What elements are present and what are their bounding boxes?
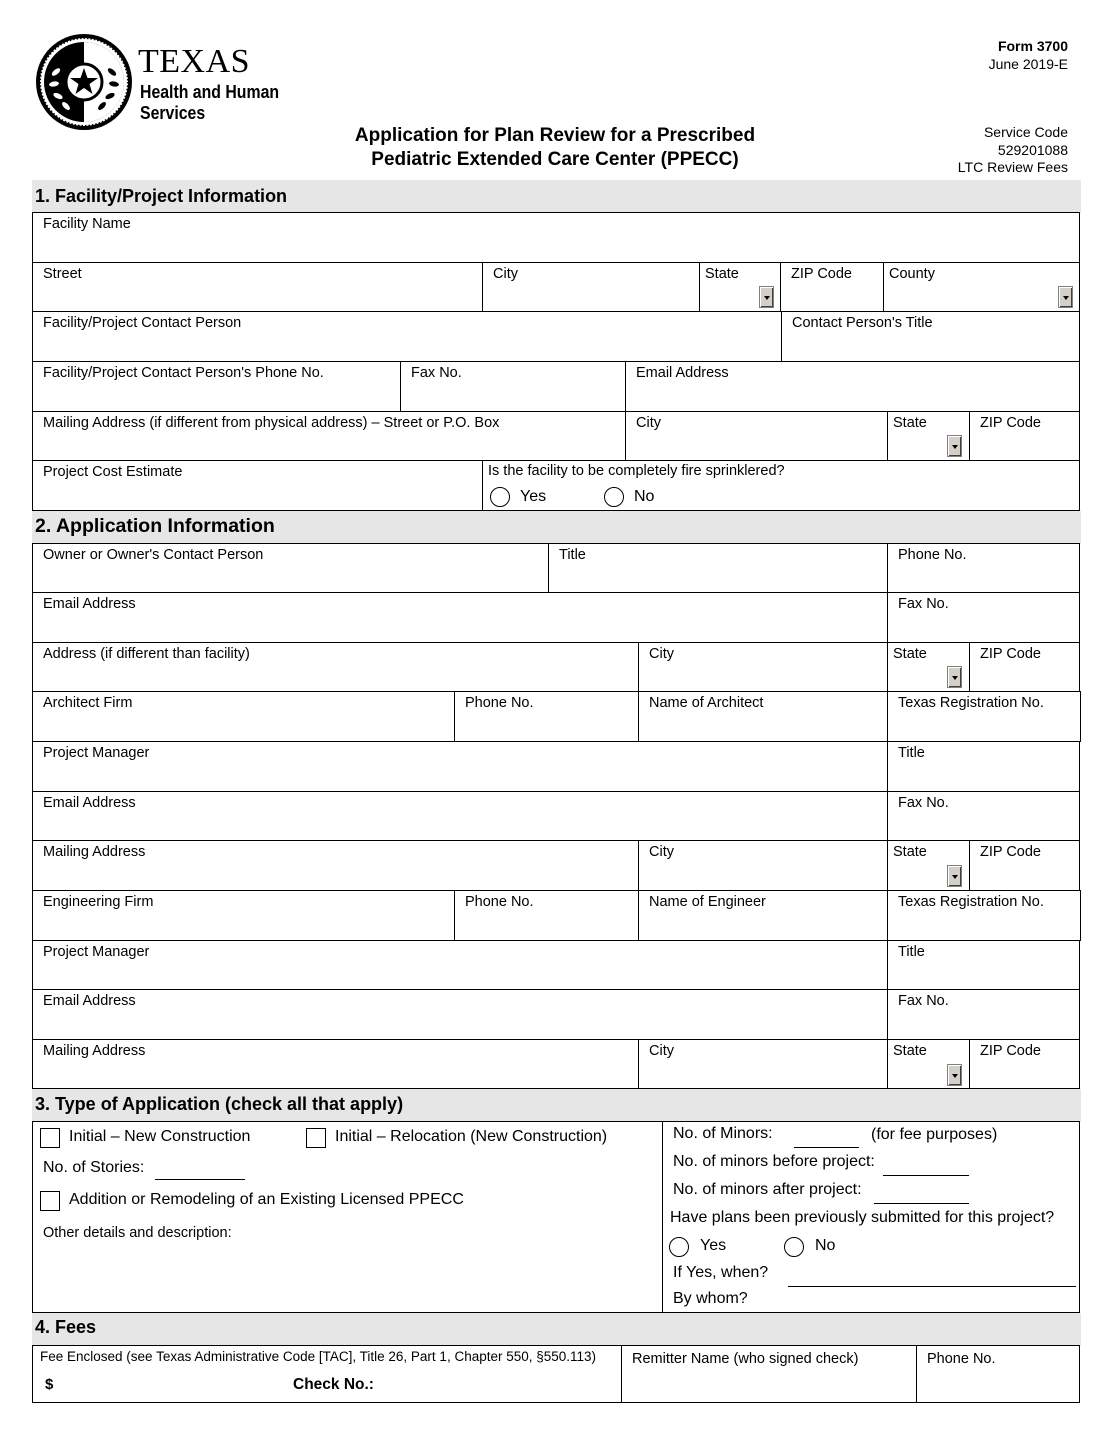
owner-zip-field[interactable] bbox=[969, 642, 1080, 692]
addition-remodeling-checkbox[interactable] bbox=[40, 1191, 60, 1211]
field-label: Architect Firm bbox=[43, 695, 133, 711]
field-label: Phone No. bbox=[927, 1351, 996, 1367]
relocation-checkbox[interactable] bbox=[306, 1128, 326, 1148]
radio-label-no: No bbox=[815, 1237, 836, 1254]
county-select[interactable] bbox=[883, 262, 1080, 312]
engineer-firm-field[interactable] bbox=[32, 890, 455, 941]
stories-label: No. of Stories: bbox=[43, 1159, 145, 1176]
architect-fax-field[interactable] bbox=[887, 791, 1080, 841]
dropdown-arrow-icon[interactable] bbox=[759, 286, 774, 308]
architect-pm-field[interactable] bbox=[32, 741, 888, 792]
field-label: State bbox=[893, 415, 927, 431]
state-select[interactable] bbox=[699, 262, 781, 312]
when-label: If Yes, when? bbox=[673, 1264, 769, 1281]
field-label: Street bbox=[43, 266, 82, 282]
field-label: Mailing Address bbox=[43, 844, 146, 860]
owner-contact-field[interactable] bbox=[32, 543, 549, 593]
mailing-city-field[interactable] bbox=[625, 411, 888, 461]
checkbox-label: Initial – New Construction bbox=[69, 1128, 251, 1145]
field-label: County bbox=[889, 266, 935, 282]
title-line-2: Pediatric Extended Care Center (PPECC) bbox=[371, 149, 739, 170]
field-label: ZIP Code bbox=[980, 1043, 1041, 1059]
field-label: State bbox=[893, 646, 927, 662]
minors-before-label: No. of minors before project: bbox=[673, 1153, 875, 1170]
minors-panel bbox=[662, 1121, 1080, 1313]
field-label: Title bbox=[898, 745, 925, 761]
radio-label-yes: Yes bbox=[700, 1237, 727, 1254]
engineer-state-select[interactable] bbox=[887, 1039, 970, 1089]
minors-after-input[interactable] bbox=[874, 1203, 969, 1204]
field-label: Fee Enclosed (see Texas Administrative Code [TAC], Title 26, Part 1, Chapter 550, §550.113) bbox=[40, 1349, 597, 1364]
fee-enclosed-field[interactable] bbox=[32, 1345, 622, 1403]
field-label: ZIP Code bbox=[791, 266, 852, 282]
contact-title-field[interactable] bbox=[781, 311, 1080, 362]
field-label: Project Cost Estimate bbox=[43, 464, 183, 480]
engineer-mailing-field[interactable] bbox=[32, 1039, 639, 1089]
hhs-seal-logo bbox=[34, 32, 134, 132]
logo-subtext bbox=[140, 82, 279, 124]
field-label: Fax No. bbox=[411, 365, 462, 381]
field-label: Fax No. bbox=[898, 596, 949, 612]
mailing-address-field[interactable] bbox=[32, 411, 626, 461]
architect-phone-field[interactable] bbox=[454, 691, 639, 742]
architect-name-field[interactable] bbox=[638, 691, 888, 742]
architect-pm-title-field[interactable] bbox=[887, 741, 1080, 792]
field-label: Email Address bbox=[43, 993, 136, 1009]
service-name: LTC Review Fees bbox=[957, 159, 1068, 175]
street-field[interactable] bbox=[32, 262, 483, 312]
minors-note: (for fee purposes) bbox=[871, 1126, 998, 1143]
field-label: Name of Engineer bbox=[649, 894, 766, 910]
field-label: Facility Name bbox=[43, 216, 131, 232]
checkbox-label: Initial – Relocation (New Construction) bbox=[335, 1128, 608, 1145]
engineer-registration-field[interactable] bbox=[887, 890, 1081, 941]
field-label: City bbox=[636, 415, 661, 431]
when-input[interactable] bbox=[788, 1286, 1076, 1287]
prev-submitted-label: Have plans been previously submitted for this project? bbox=[670, 1209, 1055, 1226]
section-2-heading: 2. Application Information bbox=[32, 511, 1081, 544]
facility-name-field[interactable] bbox=[32, 212, 1080, 263]
radio-label-no: No bbox=[634, 488, 655, 505]
other-details-textarea[interactable] bbox=[41, 1246, 651, 1306]
mailing-zip-field[interactable] bbox=[969, 411, 1080, 461]
field-label: Owner or Owner's Contact Person bbox=[43, 547, 264, 563]
logo-texas: TEXAS bbox=[138, 43, 251, 80]
prev-submitted-yes-radio[interactable] bbox=[669, 1237, 689, 1257]
field-label: ZIP Code bbox=[980, 415, 1041, 431]
email-field[interactable] bbox=[625, 361, 1080, 412]
field-label: ZIP Code bbox=[980, 646, 1041, 662]
remitter-name-field[interactable] bbox=[621, 1345, 917, 1403]
owner-title-field[interactable] bbox=[548, 543, 888, 593]
architect-mailing-field[interactable] bbox=[32, 840, 639, 891]
engineer-email-field[interactable] bbox=[32, 989, 888, 1040]
logo-subtext-2: Services bbox=[140, 103, 206, 123]
checkbox-label: Addition or Remodeling of an Existing Licensed PPECC bbox=[69, 1191, 464, 1208]
engineer-phone-field[interactable] bbox=[454, 890, 639, 941]
application-type-panel bbox=[32, 1121, 663, 1313]
dropdown-arrow-icon[interactable] bbox=[1058, 286, 1073, 308]
engineer-zip-field[interactable] bbox=[969, 1039, 1080, 1089]
mailing-state-select[interactable] bbox=[887, 411, 970, 461]
field-label: State bbox=[893, 844, 927, 860]
field-label: Name of Architect bbox=[649, 695, 764, 711]
field-label: Mailing Address bbox=[43, 1043, 146, 1059]
field-label: Project Manager bbox=[43, 745, 150, 761]
service-code-block bbox=[958, 124, 1068, 177]
field-label: Is the facility to be completely fire sprinklered? bbox=[488, 463, 785, 479]
minors-after-label: No. of minors after project: bbox=[673, 1181, 862, 1198]
architect-city-field[interactable] bbox=[638, 840, 888, 891]
field-label: City bbox=[649, 844, 674, 860]
architect-state-select[interactable] bbox=[887, 840, 970, 891]
engineer-city-field[interactable] bbox=[638, 1039, 888, 1089]
architect-firm-field[interactable] bbox=[32, 691, 455, 742]
service-code: 529201088 bbox=[997, 141, 1068, 158]
form-number: Form 3700 bbox=[997, 38, 1068, 54]
by-whom-label: By whom? bbox=[673, 1290, 748, 1307]
field-label: Email Address bbox=[43, 596, 136, 612]
field-label: Engineering Firm bbox=[43, 894, 154, 910]
logo-subtext-1: Health and Human bbox=[140, 82, 280, 102]
engineer-fax-field[interactable] bbox=[887, 989, 1080, 1040]
other-details-label: Other details and description: bbox=[43, 1225, 232, 1241]
dollar-label: $ bbox=[45, 1376, 54, 1393]
section-4-heading: 4. Fees bbox=[32, 1313, 1081, 1346]
dropdown-arrow-icon[interactable] bbox=[947, 865, 962, 887]
engineer-name-field[interactable] bbox=[638, 890, 888, 941]
fax-field[interactable] bbox=[400, 361, 626, 412]
minors-label: No. of Minors: bbox=[673, 1125, 773, 1142]
sprinkler-no-radio[interactable] bbox=[604, 487, 624, 507]
radio-label-yes: Yes bbox=[520, 488, 547, 505]
field-label: Address (if different than facility) bbox=[43, 646, 250, 662]
field-label: Texas Registration No. bbox=[898, 695, 1044, 711]
section-3-heading: 3. Type of Application (check all that apply) bbox=[32, 1089, 1081, 1122]
owner-state-select[interactable] bbox=[887, 642, 970, 692]
title-line-1: Application for Plan Review for a Prescribed bbox=[354, 125, 756, 146]
owner-phone-field[interactable] bbox=[887, 543, 1080, 593]
field-label: Remitter Name (who signed check) bbox=[632, 1351, 859, 1367]
dropdown-arrow-icon[interactable] bbox=[947, 1064, 962, 1086]
cost-estimate-field[interactable] bbox=[32, 460, 483, 511]
prev-submitted-no-radio[interactable] bbox=[784, 1237, 804, 1257]
field-label: City bbox=[649, 646, 674, 662]
field-label: Phone No. bbox=[465, 695, 534, 711]
field-label: City bbox=[493, 266, 518, 282]
field-label: Fax No. bbox=[898, 993, 949, 1009]
field-label: Email Address bbox=[636, 365, 729, 381]
new-construction-checkbox[interactable] bbox=[40, 1128, 60, 1148]
service-code-label: Service Code bbox=[983, 124, 1068, 140]
architect-zip-field[interactable] bbox=[969, 840, 1080, 891]
field-label: Facility/Project Contact Person bbox=[43, 315, 242, 331]
stories-input[interactable] bbox=[155, 1179, 245, 1180]
check-no-label: Check No.: bbox=[293, 1376, 374, 1393]
field-label: Fax No. bbox=[898, 795, 949, 811]
owner-address-field[interactable] bbox=[32, 642, 639, 692]
field-label: Title bbox=[559, 547, 586, 563]
minors-input[interactable] bbox=[794, 1147, 859, 1148]
owner-fax-field[interactable] bbox=[887, 592, 1080, 643]
field-label: State bbox=[705, 266, 739, 282]
dropdown-arrow-icon[interactable] bbox=[947, 666, 962, 688]
architect-email-field[interactable] bbox=[32, 791, 888, 841]
field-label: City bbox=[649, 1043, 674, 1059]
field-label: Mailing Address (if different from physical address) – Street or P.O. Box bbox=[43, 415, 500, 431]
architect-registration-field[interactable] bbox=[887, 691, 1081, 742]
sprinkler-question bbox=[482, 460, 1080, 511]
section-1-heading: 1. Facility/Project Information bbox=[32, 180, 1081, 213]
field-label: Email Address bbox=[43, 795, 136, 811]
dropdown-arrow-icon[interactable] bbox=[947, 435, 962, 457]
remitter-phone-field[interactable] bbox=[916, 1345, 1080, 1403]
city-field[interactable] bbox=[482, 262, 700, 312]
contact-phone-field[interactable] bbox=[32, 361, 401, 412]
minors-before-input[interactable] bbox=[883, 1175, 969, 1176]
contact-person-field[interactable] bbox=[32, 311, 782, 362]
field-label: Contact Person's Title bbox=[792, 315, 933, 331]
field-label: Project Manager bbox=[43, 944, 150, 960]
form-date: June 2019-E bbox=[988, 56, 1068, 72]
field-label: Title bbox=[898, 944, 925, 960]
field-label: Phone No. bbox=[465, 894, 534, 910]
page-title bbox=[300, 124, 810, 172]
zip-field[interactable] bbox=[780, 262, 884, 312]
field-label: ZIP Code bbox=[980, 844, 1041, 860]
field-label: Texas Registration No. bbox=[898, 894, 1044, 910]
engineer-pm-title-field[interactable] bbox=[887, 940, 1080, 990]
owner-city-field[interactable] bbox=[638, 642, 888, 692]
engineer-pm-field[interactable] bbox=[32, 940, 888, 990]
owner-email-field[interactable] bbox=[32, 592, 888, 643]
field-label: Phone No. bbox=[898, 547, 967, 563]
field-label: Facility/Project Contact Person's Phone No. bbox=[43, 365, 324, 381]
sprinkler-yes-radio[interactable] bbox=[490, 487, 510, 507]
field-label: State bbox=[893, 1043, 927, 1059]
